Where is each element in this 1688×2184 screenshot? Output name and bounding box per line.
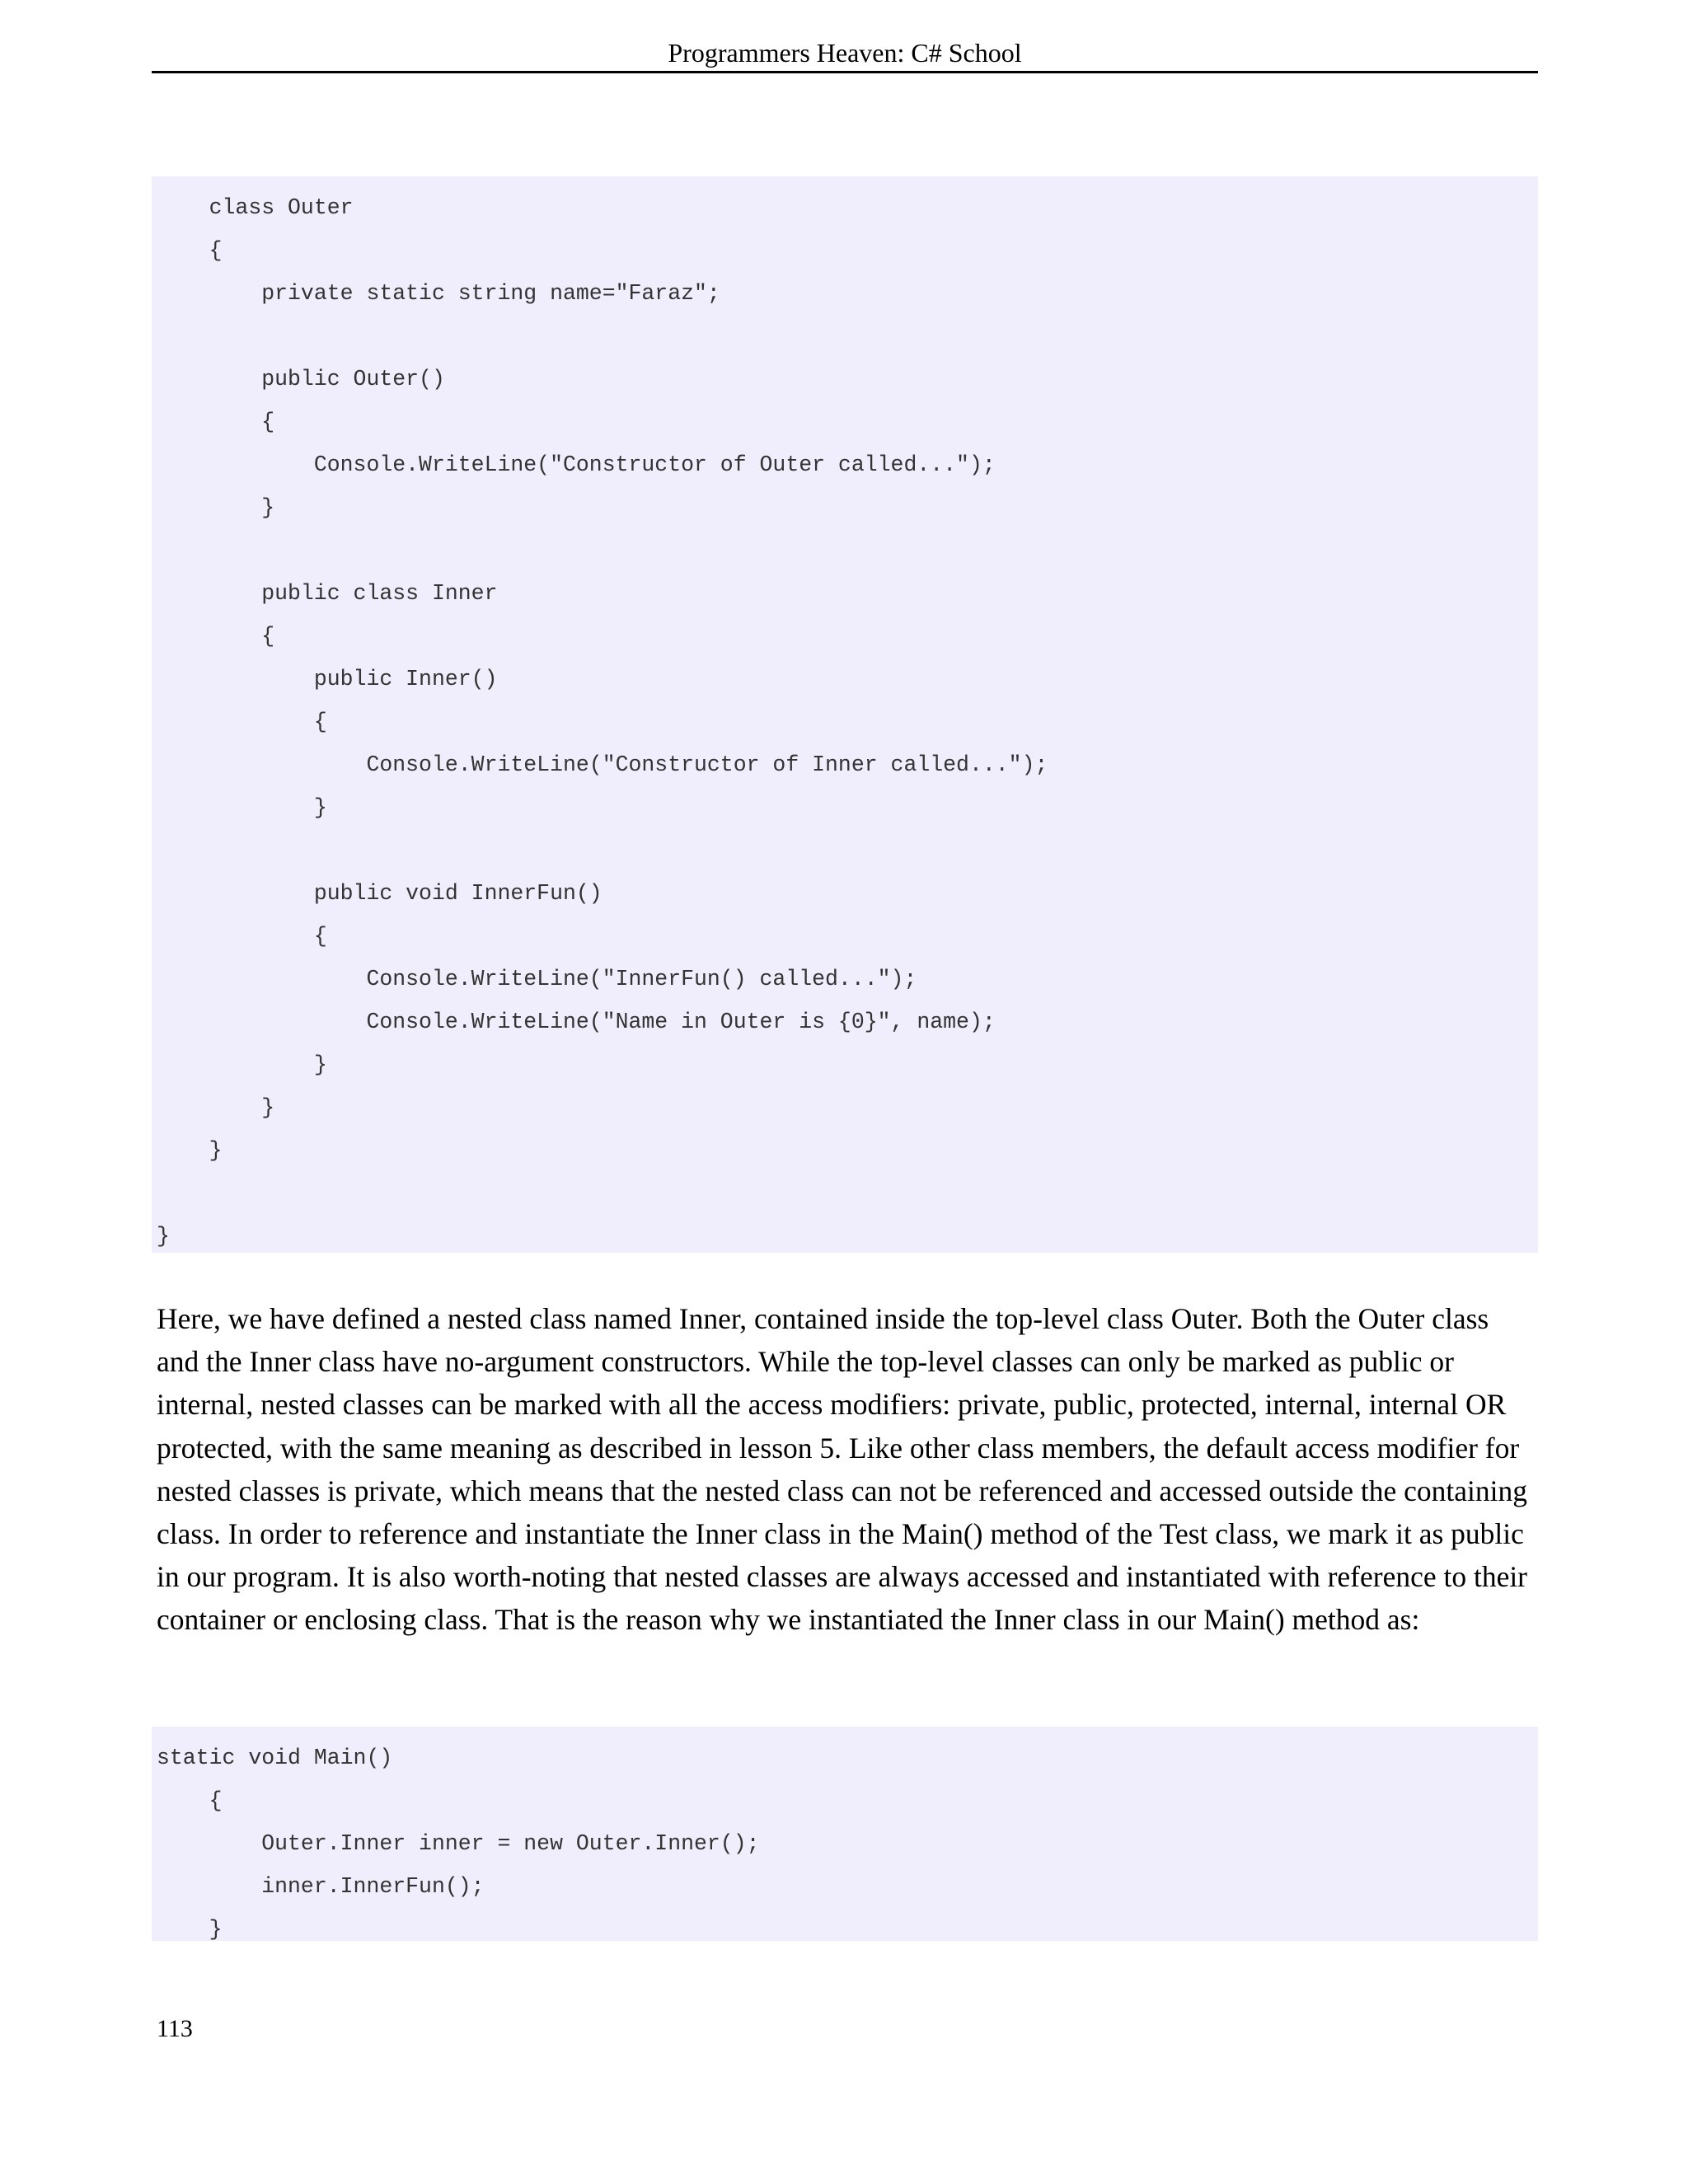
code-line: } xyxy=(157,795,327,820)
code-line: { xyxy=(157,1788,223,1813)
code-line: { xyxy=(157,710,327,734)
code-line xyxy=(157,1172,1538,1215)
code-line: Console.WriteLine("Constructor of Inner called..."); xyxy=(157,752,1048,777)
code-line: Console.WriteLine("Name in Outer is {0}", name); xyxy=(157,1010,996,1034)
code-line: public void InnerFun() xyxy=(157,881,603,906)
page-header xyxy=(152,36,1538,73)
code-line: class Outer xyxy=(157,195,354,220)
page-header-title: Programmers Heaven: C# School xyxy=(668,38,1022,68)
code-line: inner.InnerFun(); xyxy=(157,1874,485,1899)
code-line: Console.WriteLine("InnerFun() called..."); xyxy=(157,967,917,991)
body-paragraph: Here, we have defined a nested class named Inner, contained inside the top-level class Outer. Both the Outer class and the Inner class have no-argument constructors. While the top-level classes can only be marked as public or internal, nested classes can be marked with all the access modifiers: private, public, protected, internal, internal OR protected, with the same meaning as described in lesson 5. Like other class members, the default access modifier for nested classes is private, which means that the nested class can not be referenced and accessed outside the containing class. In order to reference and instantiate the Inner class in the Main() method of the Test class, we mark it as public in our program. It is also worth-noting that nested classes are always accessed and instantiated with reference to their container or enclosing class. That is the reason why we instantiated the Inner class in our Main() method as: xyxy=(157,1302,1528,1637)
code-line: Console.WriteLine("Constructor of Outer called..."); xyxy=(157,452,996,477)
code-line xyxy=(157,315,1538,358)
code-line: } xyxy=(157,495,275,520)
code-line: public class Inner xyxy=(157,581,498,606)
code-line: { xyxy=(157,238,223,263)
code-line: } xyxy=(157,1224,170,1249)
code-line xyxy=(157,829,1538,872)
code-line: { xyxy=(157,624,275,649)
code-line: static void Main() xyxy=(157,1746,393,1770)
code-line xyxy=(157,529,1538,572)
code-line: } xyxy=(157,1138,223,1163)
code-line: private static string name="Faraz"; xyxy=(157,281,720,306)
code-block-outer-class xyxy=(152,176,1538,1253)
page-number: 113 xyxy=(157,2015,193,2042)
code-line: } xyxy=(157,1052,327,1077)
code-line: public Outer() xyxy=(157,367,445,391)
code-line: } xyxy=(157,1917,223,1942)
code-line: { xyxy=(157,410,275,434)
code-line: public Inner() xyxy=(157,667,498,691)
code-block-main-method xyxy=(152,1727,1538,1941)
code-line: } xyxy=(157,1095,275,1120)
code-line: Outer.Inner inner = new Outer.Inner(); xyxy=(157,1831,760,1856)
code-line: { xyxy=(157,924,327,949)
